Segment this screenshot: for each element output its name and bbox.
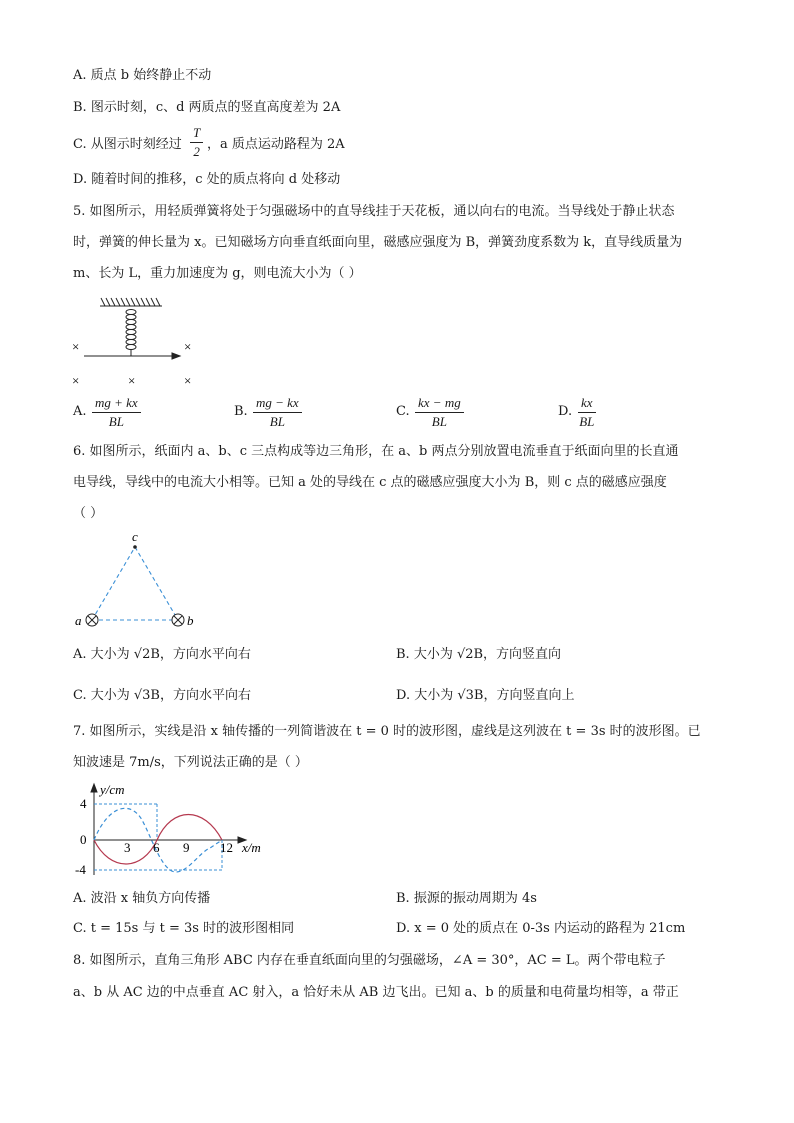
wire-a-into-page-symbol — [86, 614, 98, 626]
q4-c-den: 2 — [193, 144, 200, 159]
q7-stem-line1: 7. 如图所示，实线是沿 x 轴传播的一列简谐波在 t = 0 时的波形图，虚线是这列波在 t = 3s 时的波形图。已 — [73, 724, 701, 739]
label-b: b — [187, 613, 194, 628]
q6-option-c: C. 大小为 √3B，方向水平向右 — [73, 688, 251, 703]
q4-c-num: T — [190, 124, 203, 143]
ceiling-hatch — [100, 298, 162, 306]
y-tick-4: 4 — [80, 796, 87, 811]
q4-option-c-prefix: C. 从图示时刻经过 — [73, 137, 182, 152]
q6-triangle-figure — [70, 530, 200, 630]
q5-stem-line2: 时，弹簧的伸长量为 x。已知磁场方向垂直纸面向里，磁感应强度为 B，弹簧劲度系数为 k，直导线质量为 — [73, 235, 683, 250]
q5-c-den: BL — [431, 414, 447, 429]
q4-option-c-fraction — [190, 124, 203, 161]
q5-option-a-fraction — [92, 394, 141, 431]
q4-option-c-suffix: ，a 质点运动路程为 2A — [207, 137, 345, 152]
q5-a-num: mg + kx — [92, 394, 141, 413]
q7-option-a: A. 波沿 x 轴负方向传播 — [73, 891, 211, 906]
q6-stem-line1: 6. 如图所示，纸面内 a、b、c 三点构成等边三角形，在 a、b 两点分别放置电流垂直于纸面向里的长直通 — [73, 444, 679, 459]
q6-stem-line2: 电导线，导线中的电流大小相等。已知 a 处的导线在 c 点的磁感应强度大小为 B，则 c 点的磁感应强度 — [73, 475, 667, 490]
y-tick-neg4: -4 — [75, 862, 86, 877]
q5-a-den: BL — [108, 414, 124, 429]
q8-stem-line1: 8. 如图所示，直角三角形 ABC 内存在垂直纸面向里的匀强磁场，∠A = 30°，AC = L。两个带电粒子 — [73, 953, 666, 968]
q5-option-a-label: A. — [73, 404, 87, 419]
wire-b-into-page-symbol — [172, 614, 184, 626]
y-tick-0: 0 — [80, 832, 87, 847]
q5-d-den: BL — [579, 414, 595, 429]
q7-wave-figure — [70, 780, 280, 880]
q6-option-b: B. 大小为 √2B，方向竖直向 — [396, 647, 562, 662]
q5-option-c-fraction — [415, 394, 464, 431]
q5-option-d-fraction — [578, 394, 596, 431]
x-tick-12: 12 — [220, 840, 233, 855]
q5-option-c-label: C. — [396, 404, 410, 419]
q7-stem-line2: 知波速是 7m/s，下列说法正确的是（ ） — [73, 755, 308, 770]
field-cross: × — [72, 373, 80, 388]
q4-option-a: A. 质点 b 始终静止不动 — [73, 68, 212, 83]
x-tick-3: 3 — [124, 840, 131, 855]
q4-option-d: D. 随着时间的推移，c 处的质点将向 d 处移动 — [73, 172, 341, 187]
q5-stem-line1: 5. 如图所示，用轻质弹簧将处于匀强磁场中的直导线挂于天花板，通以向右的电流。当导线处于静止状态 — [73, 204, 675, 219]
q5-option-b-fraction — [253, 394, 302, 431]
q5-spring-wire-figure — [70, 296, 210, 390]
field-cross: × — [128, 373, 136, 388]
q4-option-b: B. 图示时刻，c、d 两质点的竖直高度差为 2A — [73, 100, 341, 115]
field-cross: × — [72, 339, 80, 354]
q5-option-b-label: B. — [234, 404, 248, 419]
q5-b-den: BL — [269, 414, 285, 429]
x-axis-label: x/m — [242, 840, 261, 855]
field-cross: × — [184, 373, 192, 388]
q7-option-b: B. 振源的振动周期为 4s — [396, 891, 537, 906]
q8-stem-line2: a、b 从 AC 边的中点垂直 AC 射入，a 恰好未从 AB 边飞出。已知 a、b 的质量和电荷量均相等，a 带正 — [73, 985, 679, 1000]
point-c-dot — [133, 545, 137, 549]
triangle-dashed — [92, 547, 178, 620]
q7-option-d: D. x = 0 处的质点在 0-3s 内运动的路程为 21cm — [396, 921, 686, 936]
y-axis-label: y/cm — [100, 782, 125, 797]
label-a: a — [75, 613, 82, 628]
q5-option-d-label: D. — [558, 404, 573, 419]
spring — [126, 310, 136, 357]
q6-stem-line3: （ ） — [73, 506, 104, 521]
q6-option-a: A. 大小为 √2B，方向水平向右 — [73, 647, 251, 662]
q6-option-d: D. 大小为 √3B，方向竖直向上 — [396, 688, 575, 703]
field-cross: × — [184, 339, 192, 354]
q5-b-num: mg − kx — [253, 394, 302, 413]
q5-c-num: kx − mg — [415, 394, 464, 413]
x-tick-9: 9 — [183, 840, 190, 855]
label-c: c — [132, 530, 138, 544]
q7-option-c: C. t = 15s 与 t = 3s 时的波形图相同 — [73, 921, 295, 936]
q5-stem-line3: m、长为 L，重力加速度为 g，则电流大小为（ ） — [73, 266, 362, 281]
q5-d-num: kx — [578, 394, 596, 413]
x-tick-6: 6 — [153, 840, 160, 855]
wire-with-current-arrow — [84, 353, 180, 359]
